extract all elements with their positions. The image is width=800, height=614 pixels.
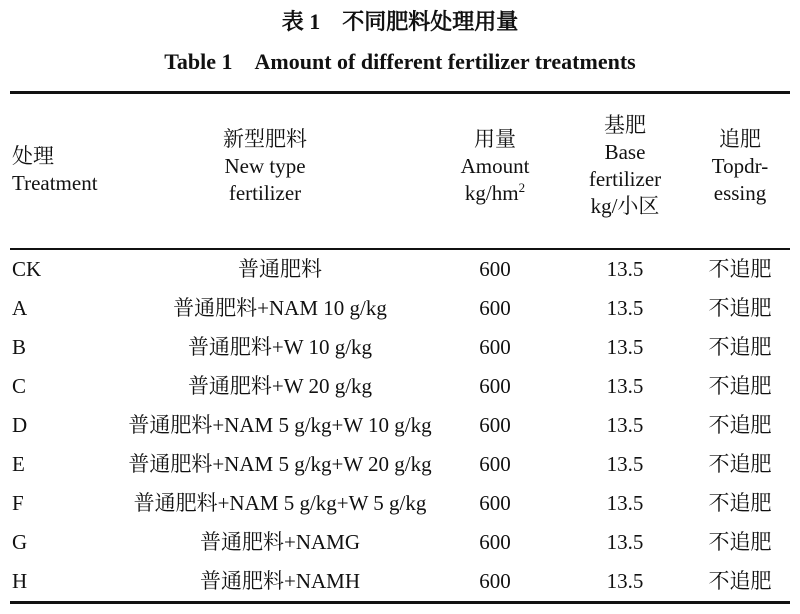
table-caption-cn: 表 1 不同肥料处理用量: [281, 9, 519, 34]
cell-fertilizer: 普通肥料+NAM 5 g/kg+W 5 g/kg: [133, 491, 427, 515]
cell-amount: 600: [479, 530, 511, 554]
bottom-rule: [10, 601, 790, 604]
cell-fertilizer: 普通肥料+NAMH: [199, 569, 360, 593]
cell-topdressing: 不追肥: [708, 530, 772, 554]
cell-topdressing: 不追肥: [708, 491, 772, 515]
table-row: [0, 445, 800, 484]
cell-topdressing: 不追肥: [708, 335, 772, 359]
header-fertilizer-cn: 新型肥料: [223, 127, 307, 151]
cell-treatment: CK: [12, 257, 42, 281]
header-amount-unit-text: kg/hm: [464, 181, 519, 205]
cell-treatment: G: [12, 530, 28, 554]
cell-fertilizer: 普通肥料+NAM 5 g/kg+W 20 g/kg: [128, 452, 432, 476]
header-base: [560, 112, 690, 220]
cell-topdressing: 不追肥: [708, 569, 772, 593]
cell-base: 13.5: [606, 452, 644, 476]
cell-topdressing: 不追肥: [708, 257, 772, 281]
cell-amount: 600: [479, 569, 511, 593]
cell-base: 13.5: [606, 374, 644, 398]
cell-amount: 600: [479, 452, 511, 476]
cell-treatment: F: [12, 491, 24, 515]
table-row: [0, 406, 800, 445]
header-base-unit: kg/小区: [590, 194, 660, 218]
cell-treatment: D: [12, 413, 28, 437]
cell-topdressing: 不追肥: [708, 413, 772, 437]
header-topdressing: [690, 126, 790, 207]
header-amount: [435, 126, 555, 207]
cell-base: 13.5: [606, 530, 644, 554]
header-treatment-en: Treatment: [12, 171, 98, 195]
cell-amount: 600: [479, 335, 511, 359]
header-treatment: [12, 143, 98, 197]
cell-fertilizer: 普通肥料+NAM 5 g/kg+W 10 g/kg: [128, 413, 432, 437]
cell-treatment: H: [12, 569, 28, 593]
cell-treatment: E: [12, 452, 25, 476]
header-amount-unit-sup: 2: [518, 180, 526, 195]
table-row: [0, 562, 800, 601]
table-row: [0, 367, 800, 406]
table-row: [0, 250, 800, 289]
cell-amount: 600: [479, 257, 511, 281]
cell-amount: 600: [479, 491, 511, 515]
cell-topdressing: 不追肥: [708, 452, 772, 476]
table-row: [0, 523, 800, 562]
cell-topdressing: 不追肥: [708, 374, 772, 398]
cell-fertilizer: 普通肥料+NAMG: [199, 530, 360, 554]
header-fertilizer-en1: New type: [224, 154, 306, 178]
cell-treatment: A: [12, 296, 28, 320]
header-amount-cn: 用量: [474, 127, 516, 151]
cell-amount: 600: [479, 413, 511, 437]
cell-fertilizer: 普通肥料+W 20 g/kg: [187, 374, 373, 398]
cell-fertilizer: 普通肥料: [238, 257, 322, 281]
cell-treatment: B: [12, 335, 27, 359]
table-caption-en: Table 1 Amount of different fertilizer treatments: [164, 49, 636, 74]
header-fertilizer: [170, 126, 360, 207]
table-row: [0, 328, 800, 367]
header-topdressing-cn: 追肥: [719, 127, 761, 151]
header-amount-unit: [435, 180, 555, 207]
cell-base: 13.5: [606, 257, 644, 281]
cell-base: 13.5: [606, 491, 644, 515]
cell-base: 13.5: [606, 413, 644, 437]
cell-treatment: C: [12, 374, 27, 398]
cell-amount: 600: [479, 296, 511, 320]
cell-base: 13.5: [606, 335, 644, 359]
header-base-en2: fertilizer: [588, 167, 662, 191]
cell-base: 13.5: [606, 569, 644, 593]
header-fertilizer-en2: fertilizer: [228, 181, 302, 205]
header-amount-en: Amount: [460, 154, 530, 178]
header-base-cn: 基肥: [604, 113, 646, 137]
cell-fertilizer: 普通肥料+NAM 10 g/kg: [173, 296, 387, 320]
cell-topdressing: 不追肥: [708, 296, 772, 320]
header-base-en1: Base: [604, 140, 646, 164]
cell-base: 13.5: [606, 296, 644, 320]
header-topdressing-en1: Topdr-: [711, 154, 769, 178]
table-row: [0, 289, 800, 328]
cell-amount: 600: [479, 374, 511, 398]
cell-fertilizer: 普通肥料+W 10 g/kg: [187, 335, 373, 359]
table-row: [0, 484, 800, 523]
header-topdressing-en2: essing: [713, 181, 767, 205]
header-treatment-cn: 处理: [12, 144, 54, 168]
top-rule: [10, 91, 790, 94]
